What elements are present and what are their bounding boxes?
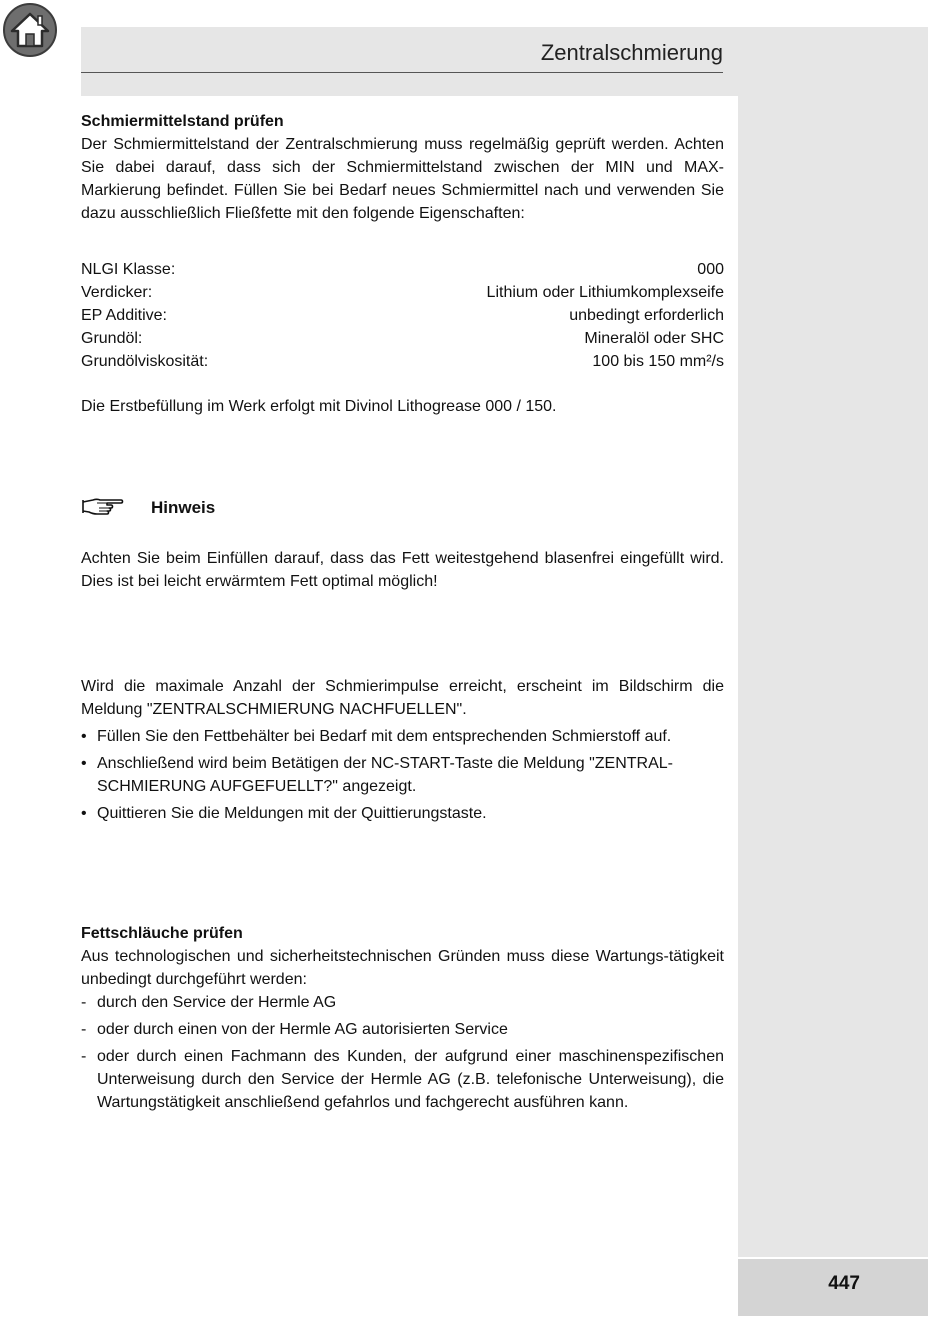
property-value: Mineralöl oder SHC (584, 330, 724, 347)
impulse-paragraph: Wird die maximale Anzahl der Schmierimpulse erreicht, erscheint im Bildschirm die Meldung "ZENTRALSCHMIERUNG NACHFUELLEN". (81, 678, 724, 718)
property-label: EP Additive: (81, 307, 167, 324)
home-icon (5, 5, 55, 55)
grease-properties (81, 258, 724, 373)
property-value: Lithium oder Lithiumkomplexseife (486, 284, 724, 301)
note-title: Hinweis (151, 497, 216, 517)
list-item: - oder durch einen Fachmann des Kunden, der aufgrund einer maschinenspezifischen Unterweisung durch den Service der Hermle AG (z.B. telefonische Unterweisung), die Wartungstätigkeit anschließend gefahrlos und fachgerecht ausführen kann. (81, 1045, 724, 1114)
section-heading-grease-hoses: Fettschläuche prüfen (81, 925, 243, 942)
property-label: NLGI Klasse: (81, 261, 176, 278)
property-row (81, 350, 724, 373)
list-item: - durch den Service der Hermle AG (81, 991, 724, 1014)
note-text: Achten Sie beim Einfüllen darauf, dass das Fett weitestgehend blasenfrei eingefüllt wird. Dies ist bei leicht erwärmtem Fett optimal möglich! (81, 550, 724, 590)
lubrication-impulse-section (81, 675, 724, 825)
section-heading-lubricant-level: Schmiermittelstand prüfen (81, 113, 284, 130)
note-header (81, 487, 724, 527)
list-item: • Füllen Sie den Fettbehälter bei Bedarf mit dem entsprechenden Schmierstoff auf. (81, 725, 724, 748)
property-row (81, 281, 724, 304)
grease-hoses-paragraph: Aus technologischen und sicherheitstechnischen Gründen muss diese Wartungs-tätigkeit unbedingt durchgeführt werden: (81, 948, 724, 988)
header-divider (81, 72, 723, 73)
property-label: Verdicker: (81, 284, 153, 301)
property-row (81, 327, 724, 350)
list-item: • Anschließend wird beim Betätigen der NC-START-Taste die Meldung "ZENTRAL-SCHMIERUNG AUFGEFUELLT?" angezeigt. (81, 752, 724, 798)
property-value: unbedingt erforderlich (569, 307, 724, 324)
lubricant-level-paragraph: Der Schmiermittelstand der Zentralschmierung muss regelmäßig geprüft werden. Achten Sie dabei darauf, dass sich der Schmiermittelstand zwischen der MIN und MAX-Markierung befindet. Füllen Sie bei Bedarf neues Schmiermittel nach und verwenden Sie dazu ausschließlich Fließfette mit den folgende Eigenschaften: (81, 136, 724, 222)
property-row (81, 258, 724, 281)
main-content (81, 110, 724, 1118)
impulse-steps (81, 725, 724, 825)
property-label: Grundölviskosität: (81, 353, 209, 370)
pointing-hand-icon (81, 495, 125, 519)
home-button[interactable] (3, 3, 57, 57)
list-item: • Quittieren Sie die Meldungen mit der Quittierungstaste. (81, 802, 724, 825)
margin-band (738, 96, 928, 1257)
initial-fill-note: Die Erstbefüllung im Werk erfolgt mit Divinol Lithogrease 000 / 150. (81, 398, 557, 415)
grease-hoses-section (81, 922, 724, 1114)
list-item: - oder durch einen von der Hermle AG autorisierten Service (81, 1018, 724, 1041)
page-title: Zentralschmierung (540, 40, 723, 65)
property-label: Grundöl: (81, 330, 143, 347)
service-options-list (81, 991, 724, 1114)
page-number: 447 (828, 1273, 860, 1294)
property-row (81, 304, 724, 327)
property-value: 000 (697, 261, 724, 278)
property-value: 100 bis 150 mm²/s (592, 353, 724, 370)
